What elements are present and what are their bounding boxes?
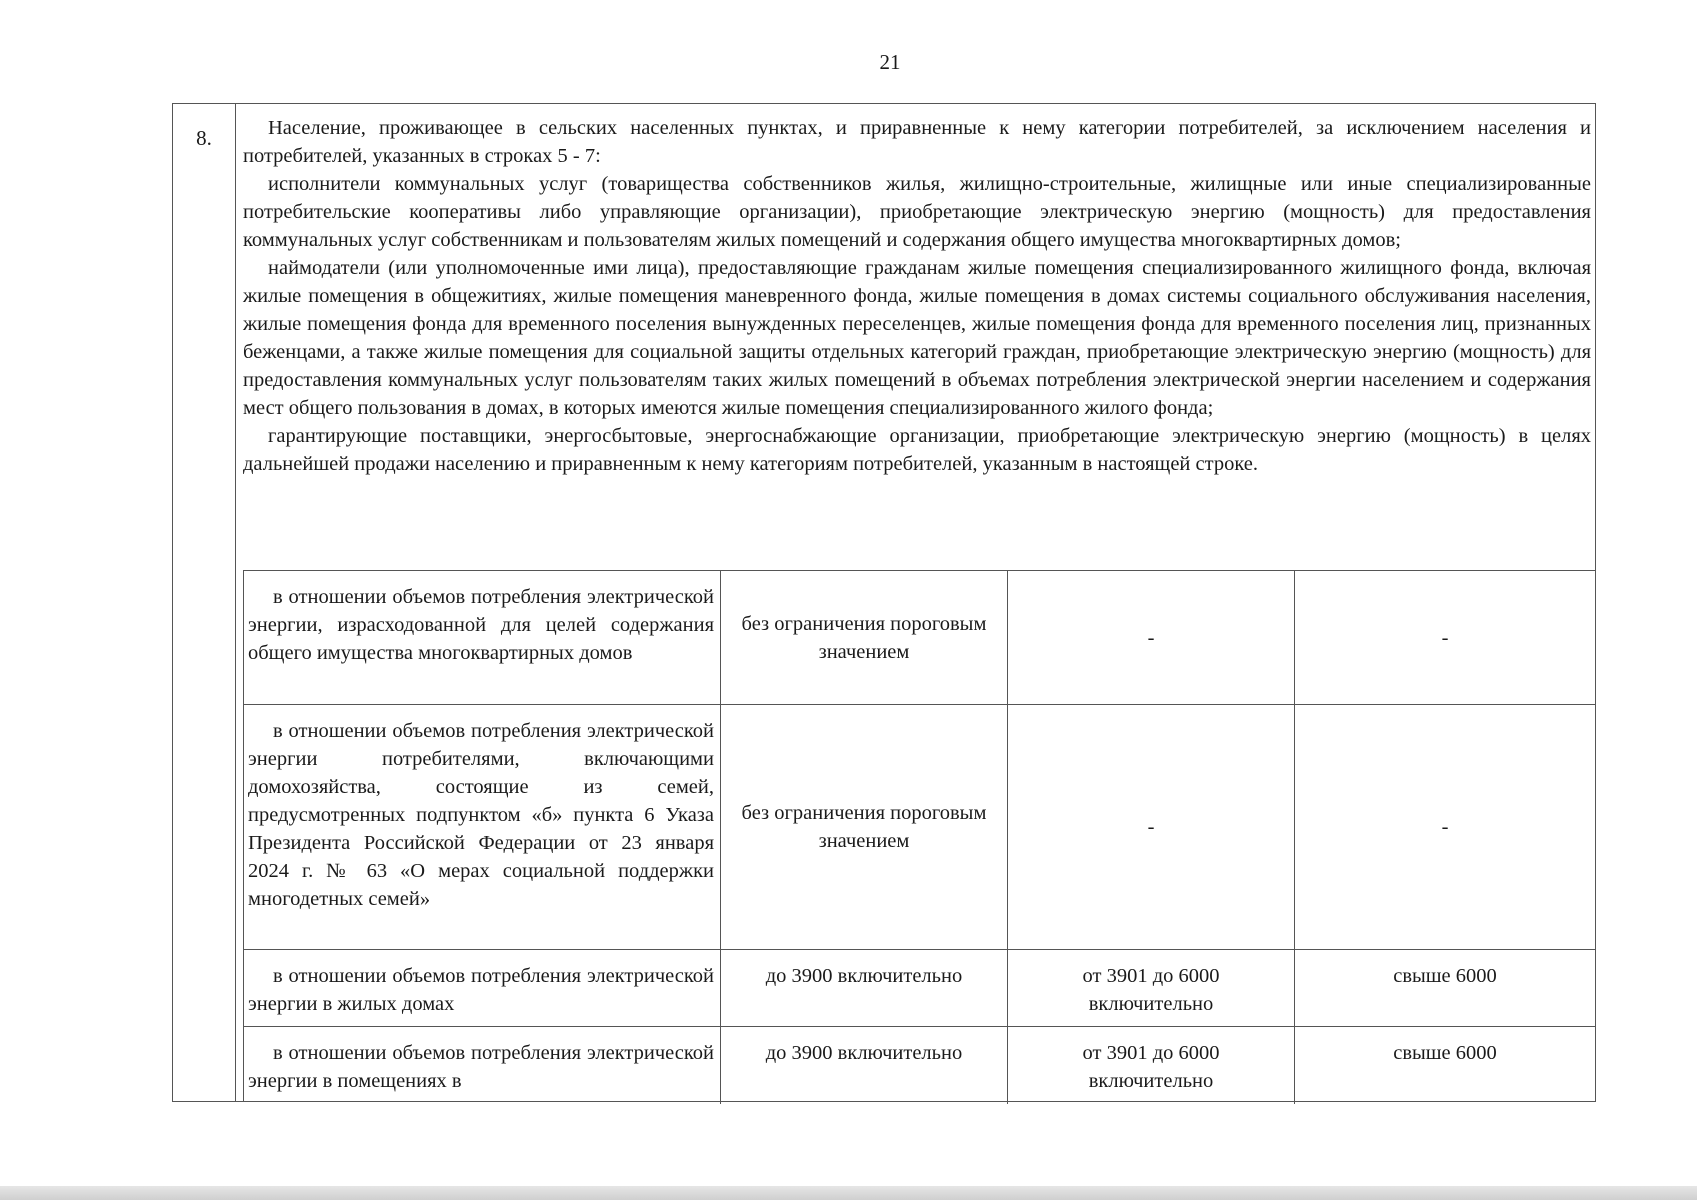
row-description: в отношении объемов потребления электрической энергии в жилых домах [248, 965, 714, 1015]
threshold-range-1: до 3900 включительно [720, 1027, 1007, 1104]
page-number: 21 [879, 50, 901, 74]
table-row [244, 1026, 1595, 1104]
row-description: в отношении объемов потребления электрической энергии, израсходованной для целей содержания общего имущества многоквартирных домов [248, 586, 714, 664]
table-row [244, 949, 1595, 1026]
threshold-range-1: без ограничения пороговым значением [720, 705, 1007, 949]
subrows-grid [243, 570, 1595, 1101]
threshold-range-2: от 3901 до 6000 включительно [1007, 950, 1294, 1026]
threshold-range-1: без ограничения пороговым значением [720, 571, 1007, 704]
intro-paragraph: гарантирующие поставщики, энергосбытовые, энергоснабжающие организации, приобретающие электрическую энергию (мощность) в целях дальнейшей продажи населению и приравненным к нему категориям потребителей, указанным в настоящей строке. [243, 425, 1591, 475]
threshold-range-2: - [1007, 571, 1294, 704]
threshold-range-3: свыше 6000 [1294, 950, 1595, 1026]
threshold-range-2: от 3901 до 6000 включительно [1007, 1027, 1294, 1104]
row-description: в отношении объемов потребления электрической энергии потребителями, включающими домохозяйства, состоящие из семей, предусмотренных подпунктом «б» пункта 6 Указа Президента Российской Федерации от 23 января 2024 г. № 63 «О мерах социальной поддержки многодетных семей» [248, 720, 714, 910]
intro-paragraph: исполнители коммунальных услуг (товарищества собственников жилья, жилищно-строительные, жилищные или иные специализированные потребительские кооперативы либо управляющие организации), приобретающие электрическую энергию (мощность) для предоставления коммунальных услуг собственникам и пользователям жилых помещений и содержания общего имущества многоквартирных домов; [243, 173, 1591, 251]
threshold-range-1: до 3900 включительно [720, 950, 1007, 1026]
threshold-range-3: свыше 6000 [1294, 1027, 1595, 1104]
threshold-range-3: - [1294, 571, 1595, 704]
intro-paragraph: Население, проживающее в сельских населенных пунктах, и приравненные к нему категории потребителей, за исключением населения и потребителей, указанных в строках 5 - 7: [243, 117, 1591, 167]
scan-edge-shadow [0, 1186, 1697, 1200]
threshold-range-3: - [1294, 705, 1595, 949]
row-description: в отношении объемов потребления электрической энергии в помещениях в [248, 1042, 714, 1092]
table-row [244, 704, 1595, 949]
table-row [244, 571, 1595, 704]
threshold-range-2: - [1007, 705, 1294, 949]
row-number: 8. [173, 104, 236, 1101]
intro-paragraph: наймодатели (или уполномоченные ими лица), предоставляющие гражданам жилые помещения специализированного жилищного фонда, включая жилые помещения в общежитиях, жилые помещения маневренного фонда, жилые помещения в домах системы социального обслуживания населения, жилые помещения фонда для временного поселения вынужденных переселенцев, жилые помещения фонда для временного поселения лиц, признанных беженцами, а также жилые помещения для социальной защиты отдельных категорий граждан, приобретающие электрическую энергию (мощность) для предоставления коммунальных услуг пользователям таких жилых помещений в объемах потребления электрической энергии населением и содержания мест общего пользования в домах, в которых имеются жилые помещения специализированного жилого фонда; [243, 257, 1591, 419]
tariff-table [172, 103, 1596, 1102]
row-intro-text [236, 104, 1595, 570]
